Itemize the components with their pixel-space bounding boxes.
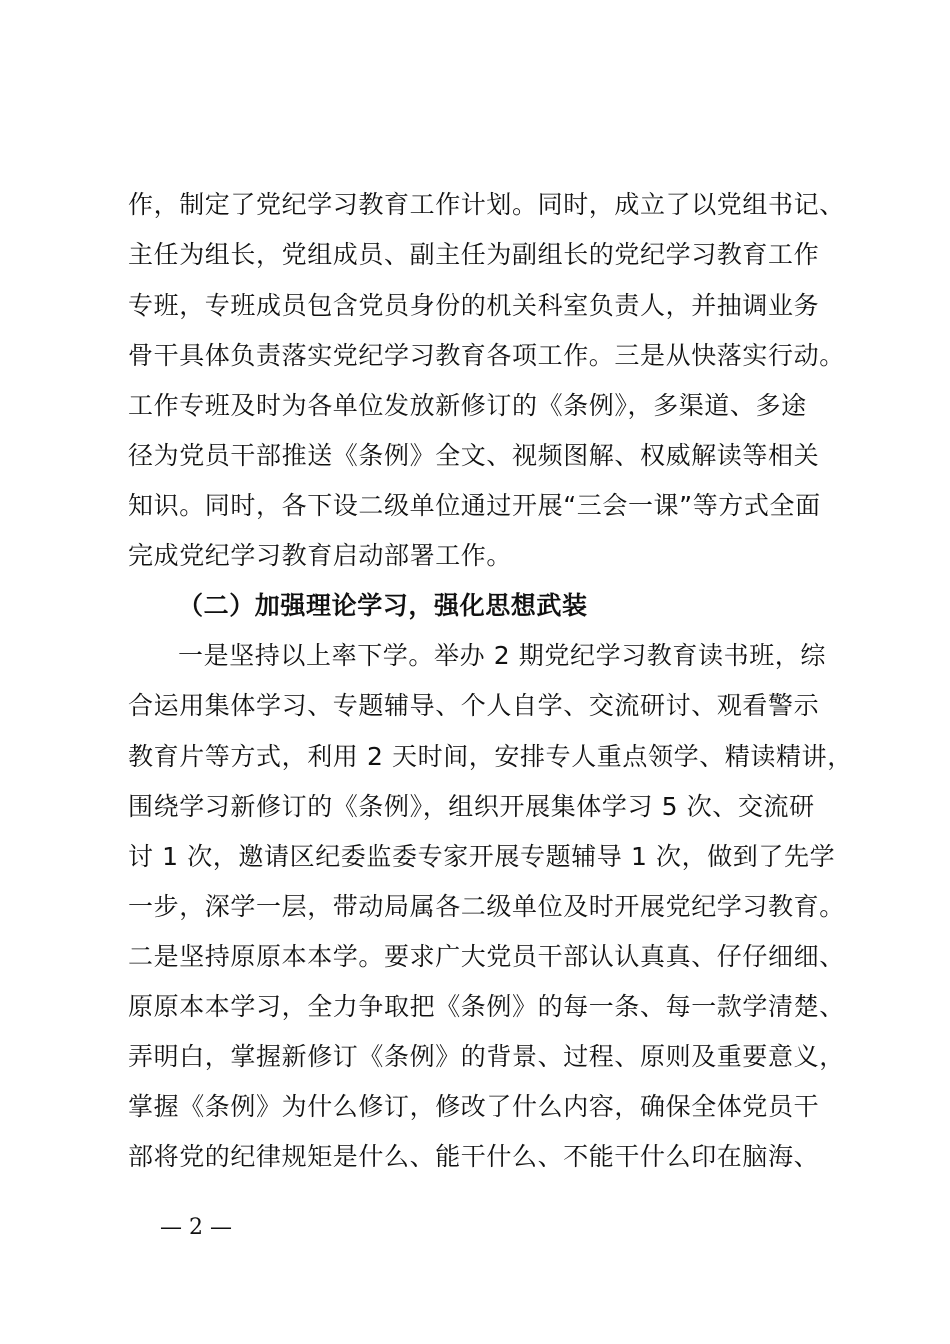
body-line-14: 讨 1 次，邀请区纪委监委专家开展专题辅导 1 次，做到了先学: [128, 842, 836, 871]
body-line-4: 骨干具体负责落实党纪学习教育各项工作。三是从快落实行动。: [128, 341, 845, 370]
body-line-5: 工作专班及时为各单位发放新修订的《条例》，多渠道、多途: [128, 391, 807, 420]
body-line-20: 部将党的纪律规矩是什么、能干什么、不能干什么印在脑海、: [128, 1142, 820, 1171]
body-line-3: 专班，专班成员包含党员身份的机关科室负责人，并抽调业务: [128, 291, 820, 320]
body-line-15: 一步，深学一层，带动局属各二级单位及时开展党纪学习教育。: [128, 892, 845, 921]
body-line-18: 弄明白，掌握新修订《条例》的背景、过程、原则及重要意义，: [128, 1042, 845, 1071]
body-line-1: 作，制定了党纪学习教育工作计划。同时，成立了以党组书记、: [128, 190, 845, 219]
page-number: — 2 —: [160, 1215, 232, 1240]
body-line-2: 主任为组长，党组成员、副主任为副组长的党纪学习教育工作: [128, 240, 820, 269]
body-line-13: 围绕学习新修订的《条例》，组织开展集体学习 5 次、交流研: [128, 792, 815, 821]
section-heading: （二）加强理论学习，强化思想武装: [178, 591, 588, 620]
body-line-16: 二是坚持原原本本学。要求广大党员干部认认真真、仔仔细细、: [128, 942, 845, 971]
body-line-17: 原原本本学习，全力争取把《条例》的每一条、每一款学清楚、: [128, 992, 845, 1021]
body-line-12: 教育片等方式，利用 2 天时间，安排专人重点领学、精读精讲，: [128, 742, 853, 771]
body-line-8: 完成党纪学习教育启动部署工作。: [128, 541, 513, 570]
body-line-7: 知识。同时，各下设二级单位通过开展“三会一课”等方式全面: [128, 491, 821, 520]
body-line-19: 掌握《条例》为什么修订，修改了什么内容，确保全体党员干: [128, 1092, 820, 1121]
body-line-6: 径为党员干部推送《条例》全文、视频图解、权威解读等相关: [128, 441, 820, 470]
body-line-11: 合运用集体学习、专题辅导、个人自学、交流研讨、观看警示: [128, 691, 820, 720]
body-line-10: 一是坚持以上率下学。举办 2 期党纪学习教育读书班，综: [178, 641, 827, 670]
